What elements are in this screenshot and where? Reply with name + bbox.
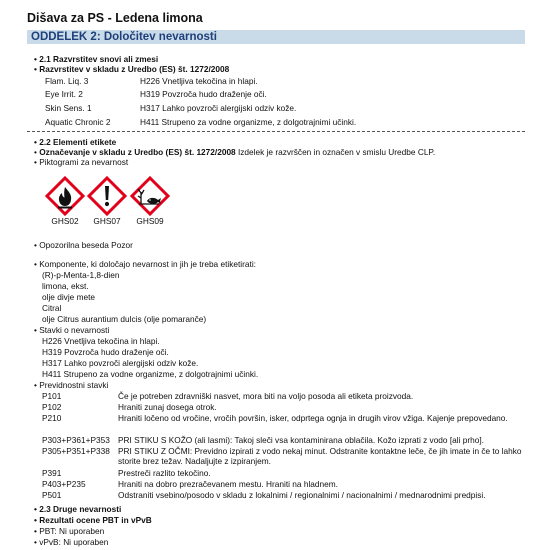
component-item: olje divje mete xyxy=(42,292,96,302)
subsection-2-2-heading: • 2.2 Elementi etikete xyxy=(34,137,117,147)
precaution-text: Hraniti na dobro prezračevanem mestu. Hraniti na hladnem. xyxy=(118,479,338,489)
hazard-statement: H319 Povzroča hudo draženje oči. xyxy=(42,347,169,357)
precaution-code: P303+P361+P353 xyxy=(42,435,110,445)
signal-word: • Opozorilna beseda Pozor xyxy=(34,240,133,250)
precaution-text: Hraniti ločeno od vročine, vročih površin, isker, odprtega ognja in drugih virov vžiga. Kajenje prepovedano. xyxy=(118,413,508,423)
hazard-statement: H226 Vnetljiva tekočina in hlapi. xyxy=(42,336,160,346)
precaution-code: P501 xyxy=(42,490,62,500)
precaution-code: P210 xyxy=(42,413,62,423)
subsection-2-1-heading: • 2.1 Razvrstitev snovi ali zmesi xyxy=(34,54,159,64)
section-divider xyxy=(27,131,525,132)
classification-text: H319 Povzroča hudo draženje oči. xyxy=(140,89,267,99)
classification-text: H411 Strupeno za vodne organizme, z dolgotrajnimi učinki. xyxy=(140,117,357,127)
pictogram-code: GHS07 xyxy=(93,216,121,226)
classification-code: Skin Sens. 1 xyxy=(45,103,92,113)
precaution-text: Odstraniti vsebino/posodo v skladu z lokalnimi / regionalnimi / nacionalnimi / mednarodnimi predpisi. xyxy=(118,490,486,500)
hazard-statement: H411 Strupeno za vodne organizme, z dolgotrajnimi učinki. xyxy=(42,369,259,379)
component-item: Citral xyxy=(42,303,62,313)
classification-heading: • Razvrstitev v skladu z Uredbo (ES) št. 1272/2008 xyxy=(34,64,230,74)
pbt-value: • PBT: Ni uporaben xyxy=(34,526,105,536)
components-heading: • Komponente, ki določajo nevarnost in jih je treba etiketirati: xyxy=(34,259,256,269)
section-header xyxy=(27,30,525,44)
precaution-text: PRI STIKU S KOŽO (ali lasmi): Takoj sleči vsa kontaminirana oblačila. Kožo izprati z vodo [ali prho]. xyxy=(118,435,484,445)
hazard-statements-heading: • Stavki o nevarnosti xyxy=(34,325,110,335)
precautionary-heading: • Previdnostni stavki xyxy=(34,380,109,390)
precaution-text: Hraniti zunaj dosega otrok. xyxy=(118,402,217,412)
pbt-heading: • Rezultati ocene PBT in vPvB xyxy=(34,515,152,525)
precaution-code: P305+P351+P338 xyxy=(42,446,110,456)
pictograms-heading: • Piktogrami za nevarnost xyxy=(34,157,129,167)
subsection-2-3-heading: • 2.3 Druge nevarnosti xyxy=(34,504,122,514)
classification-code: Aquatic Chronic 2 xyxy=(45,117,111,127)
precaution-code: P391 xyxy=(42,468,62,478)
precaution-text: PRI STIKU Z OČMI: Previdno izpirati z vodo nekaj minut. Odstranite kontaktne leče, če jih imate in če to lahko storite brez težav. Nadaljujte z izpiranjem. xyxy=(118,446,522,466)
section-title: ODDELEK 2: Določitev nevarnosti xyxy=(31,31,217,43)
flame-icon xyxy=(45,176,85,216)
classification-code: Eye Irrit. 2 xyxy=(45,89,83,99)
classification-code: Flam. Liq. 3 xyxy=(45,76,89,86)
component-item: olje Citrus aurantium dulcis (olje pomaranče) xyxy=(42,314,207,324)
classification-text: H317 Lahko povzroči alergijski odziv kože. xyxy=(140,103,297,113)
labelling-line: • Označevanje v skladu z Uredbo (ES) št. 1272/2008 Izdelek je razvrščen in označen v smislu Uredbe CLP. xyxy=(34,147,436,157)
component-item: limona, ekst. xyxy=(42,281,89,291)
precaution-code: P102 xyxy=(42,402,62,412)
precaution-text: Če je potreben zdravniški nasvet, mora biti na voljo posoda ali etiketa proizvoda. xyxy=(118,391,414,401)
exclamation-icon xyxy=(87,176,127,216)
pictogram-code: GHS09 xyxy=(136,216,164,226)
precaution-text: Prestreči razlito tekočino. xyxy=(118,468,211,478)
document-title: Dišava za PS - Ledena limona xyxy=(27,11,203,25)
component-item: (R)-p-Menta-1,8-dien xyxy=(42,270,120,280)
hazard-statement: H317 Lahko povzroči alergijski odziv kože. xyxy=(42,358,199,368)
precaution-code: P101 xyxy=(42,391,62,401)
precaution-code: P403+P235 xyxy=(42,479,86,489)
environment-icon xyxy=(130,176,170,216)
classification-text: H226 Vnetljiva tekočina in hlapi. xyxy=(140,76,258,86)
vpvb-value: • vPvB: Ni uporaben xyxy=(34,537,109,547)
pictogram-code: GHS02 xyxy=(51,216,79,226)
